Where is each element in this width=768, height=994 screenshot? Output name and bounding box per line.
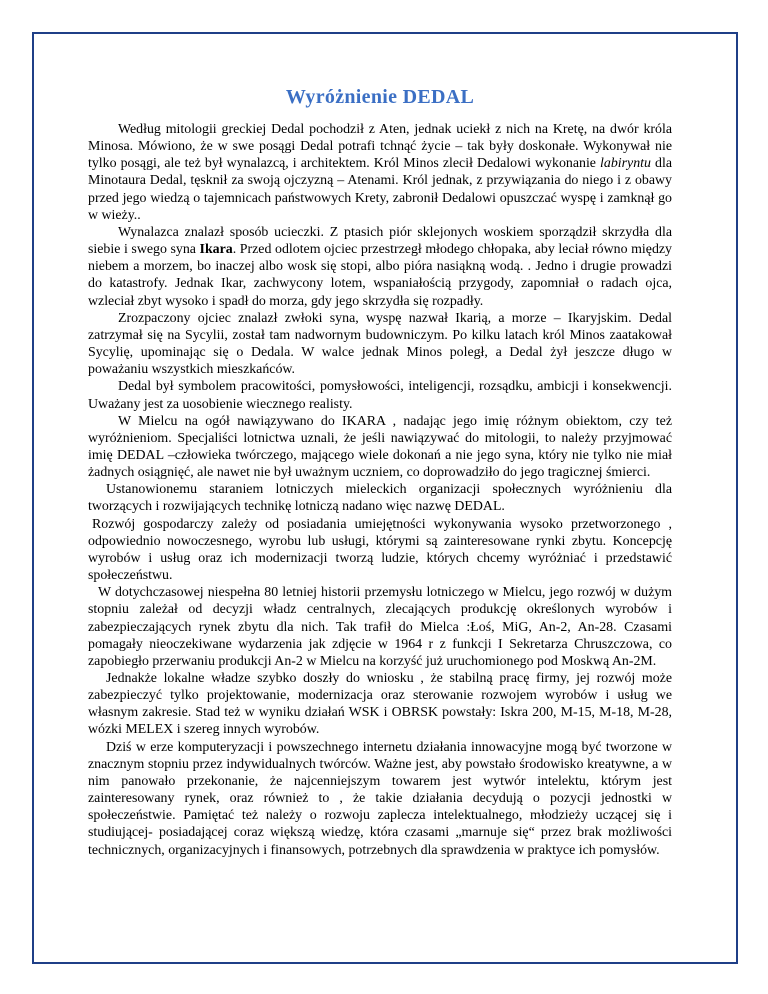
text-run: Rozwój gospodarczy zależy od posiadania umiejętności wykonywania wysoko przetworzonego , odpowiednio nowoczesnego, wyrobu lub usługi, którymi są zainteresowane rynki zbytu. Koncepcję wyrobów i usług oraz ich modernizacji tworzą ludzie, których chcemy wyróżniać i przedstawić społeczeństwu. — [88, 516, 672, 584]
paragraph-economic-growth — [88, 516, 672, 585]
text-run: Zrozpaczony ojciec znalazł zwłoki syna, wyspę nazwał Ikarią, a morze – Ikaryjskim. Dedal zatrzymał się na Sycylii, został tam nadwornym budowniczym. Po kilku latach król Minos zaatakował Sycylię, upominając się o Dedala. W walce jednak Minos poległ, a Dedal żył jeszcze długo w poważaniu wszystkich mieszkańców. — [88, 310, 672, 378]
text-run: Wynalazca znalazł sposób ucieczki. Z ptasich piór sklejonych woskiem sporządził skrzydła dla siebie i swego syna — [88, 224, 672, 258]
paragraph-myth-origin — [88, 121, 672, 224]
text-run: dla Minotaura Dedal, tęsknił za swoją ojczyzną – Atenami. Król jednak, z przywiązania do niego i z obawy przed jego wiedzą o tajemnicach państwowych Krety, zabronił Dedalowi opuszczać wyspę i zamknął go w wieży.. — [88, 156, 672, 223]
paragraph-symbol — [88, 378, 672, 412]
text-run: Ustanowionemu staraniem lotniczych mieleckich organizacji społecznych wyróżnieniu dla tworzących i rozwijających technikę lotniczą nadano więc nazwę DEDAL. — [88, 482, 672, 515]
text-run-italic: labiryntu — [600, 156, 651, 172]
text-run: W dotychczasowej niespełna 80 letniej historii przemysłu lotniczego w Mielcu, jego rozwój w dużym stopniu zależał od decyzji władz centralnych, zlecających produkcję określonych wyrobów i zabezpieczających rynek zbytu dla nich. Tak trafił do Mielca :Łoś, MiG, An-2, An-28. Czasami pomagały nieoczekiwane wydarzenia jak zdjęcie w 1964 r z funkcji I Sekretarza Chruszczowa, co zapobiegło przerwaniu produkcji An-2 w Mielcu na korzyść już uruchomionego pod Moskwą An-2M. — [88, 585, 672, 669]
paragraph-escape — [88, 224, 672, 310]
text-run: Dedal był symbolem pracowitości, pomysłowości, inteligencji, rozsądku, ambicji i konsekwencji. Uważany jest za uosobienie wiecznego realisty. — [88, 379, 672, 412]
text-run: . Przed odlotem ojciec przestrzegł młodego chłopaka, aby leciał równo między niebem a morzem, bo inaczej albo wosk się stopi, albo pióra nasiąkną wodą. . Jedno i drugie prowadzi do katastrofy. Jednak Ikar, zachwycony lotem, wspaniałością przygody, zapomniał o radach ojca, wzleciał zbyt wysoko i spadł do morza, gdy jego skrzydła się rozpadły. — [88, 242, 672, 309]
document-title: Wyróżnienie DEDAL — [285, 86, 475, 108]
paragraph-award-name — [88, 481, 672, 515]
paragraph-sicily — [88, 310, 672, 379]
article-text — [88, 121, 672, 859]
paragraph-today — [88, 739, 672, 859]
text-run: Według mitologii greckiej Dedal pochodził z Aten, jednak uciekł z nich na Kretę, na dwór króla Minosa. Mówiono, że w swe posągi Dedal potrafi tchnąć życie – tak były doskonałe. Wykonywał nie tylko posągi, ale też był wynalazcą, i architektem. Król Minos zlecił Dedalowi wykonanie — [88, 122, 672, 172]
text-run: W Mielcu na ogół nawiązywano do IKARA , nadając jego imię różnym obiektom, czy też wyróżnieniom. Specjaliści lotnictwa uznali, że jeśli nawiązywać do mitologii, to należy przyjmować imię DEDAL –człowieka twórczego, mającego wiele dokonań a nie jego syna, który nie tylko nie miał żadnych osiągnięć, ale nawet nie był uważnym uczniem, co doprowadziło do jego tragicznej śmierci. — [88, 413, 672, 481]
paragraph-local-authorities — [88, 670, 672, 739]
document-body — [88, 86, 672, 859]
text-run: Dziś w erze komputeryzacji i powszechnego internetu działania innowacyjne mogą być tworzone w znacznym stopniu przez indywidualnych twórców. Ważne jest, aby powstało środowisko kreatywne, a w nim panowało przekonanie, że najcenniejszym towarem jest wytwór intelektu, którym jest zainteresowany rynek, oraz również to , że takie działania decydują o pozycji jednostki w społeczeństwie. Pamiętać też należy o rozwoju zaplecza intelektualnego, młodzieży uczącej się i studiującej- posiadającej coraz większą wiedzę, która czasami „marnuje się“ przez brak możliwości technicznych, organizacyjnych i finansowych, potrzebnych dla sprawdzenia w praktyce ich pomysłów. — [88, 739, 672, 858]
text-run: Jednakże lokalne władze szybko doszły do wniosku , że stabilną pracę firmy, jej rozwój może zabezpieczyć tylko projektowanie, modernizacja oraz sterowanie rozwojem wyrobów i usług we własnym zakresie. Stad też w wyniku działań WSK i OBRSK powstały: Iskra 200, M-15, M-18, M-28, wózki MELEX i szereg innych wyrobów. — [88, 671, 672, 738]
paragraph-mielec-ikar — [88, 413, 672, 482]
text-run-bold: Ikara — [199, 242, 233, 258]
paragraph-history — [88, 584, 672, 670]
